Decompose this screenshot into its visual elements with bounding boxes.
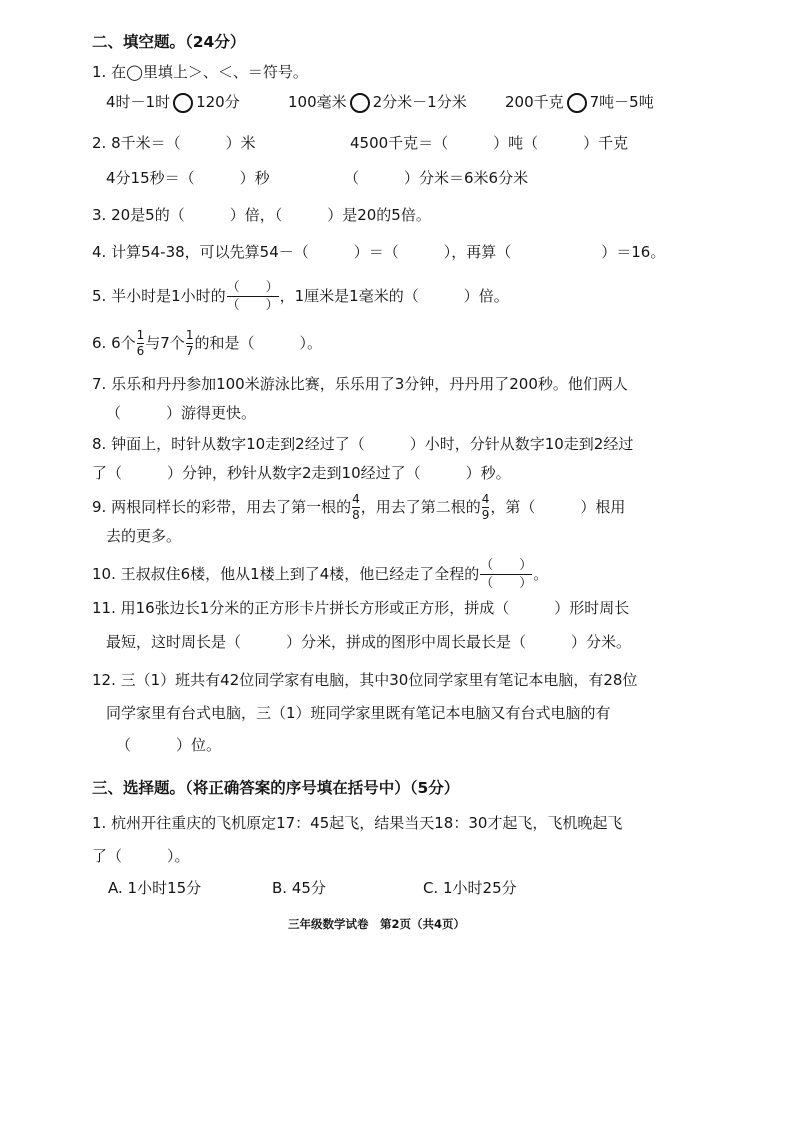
- compare-circle[interactable]: [350, 93, 370, 113]
- q11b: 最短，这时周长是（ ）分米，拼成的图形中周长最长是（ ）分米。: [106, 633, 632, 651]
- compare-circle[interactable]: [173, 93, 193, 113]
- q10-pre: 10. 王叔叔住6楼，他从1楼上到了4楼，他已经走了全程的: [92, 565, 480, 583]
- q9-pre: 9. 两根同样长的彩带，用去了第一根的: [92, 498, 352, 516]
- q9-f2-num: 4: [481, 492, 490, 506]
- q10-post: 。: [533, 565, 549, 583]
- q6-f1-den: 6: [136, 344, 145, 358]
- q7a: 7. 乐乐和丹丹参加100米游泳比赛，乐乐用了3分钟，丹丹用了200秒。他们两人: [92, 375, 628, 393]
- q1-c: [505, 92, 654, 113]
- q5-fraction-num[interactable]: （ ）: [226, 280, 279, 295]
- q9-post: ，第（ ）根用: [490, 498, 626, 516]
- s3-q1a: 1. 杭州开往重庆的飞机原定17：45起飞，结果当天18：30才起飞，飞机晚起飞: [92, 814, 623, 832]
- q2b: 4500千克＝（ ）吨（ ）千克: [350, 134, 629, 152]
- q1-stem: 1. 在◯里填上＞、＜、＝符号。: [92, 63, 308, 81]
- q10-fraction-num[interactable]: （ ）: [480, 558, 533, 573]
- q2c: 4分15秒＝（ ）秒: [106, 169, 270, 187]
- q1-c-left: 200千克: [505, 93, 564, 111]
- q2d: （ ）分米＝6米6分米: [344, 169, 529, 187]
- q6-fraction-1: [137, 329, 145, 358]
- q7b: （ ）游得更快。: [106, 404, 257, 422]
- section3-title: 三、选择题。（将正确答案的序号填在括号中）（5分）: [92, 779, 460, 797]
- q9-fraction-1: [352, 493, 360, 522]
- q10-fraction-den[interactable]: （ ）: [480, 576, 533, 591]
- q6-f2-den: 7: [185, 344, 194, 358]
- q1-comparisons: [106, 92, 240, 113]
- option-a[interactable]: A. 1小时15分: [108, 879, 202, 897]
- q12b: 同学家里有台式电脑，三（1）班同学家里既有笔记本电脑又有台式电脑的有: [106, 704, 611, 722]
- q8b: 了（ ）分钟，秒针从数字2走到10经过了（ ）秒。: [92, 464, 511, 482]
- q9-f2-den: 9: [481, 508, 490, 522]
- q1-a-left: 4时－1时: [106, 93, 171, 111]
- q6: [92, 329, 322, 358]
- q6-pre: 6. 6个: [92, 334, 136, 352]
- s3-q1b: 了（ ）。: [92, 847, 190, 865]
- q1-b: [288, 92, 467, 113]
- q1-b-left: 100毫米: [288, 93, 347, 111]
- q9b: 去的更多。: [106, 527, 182, 545]
- q5: [92, 280, 509, 313]
- q5-fraction-den[interactable]: （ ）: [226, 298, 279, 313]
- q6-f1-num: 1: [136, 328, 145, 342]
- q2a: 2. 8千米＝（ ）米: [92, 134, 256, 152]
- q4: 4. 计算54-38，可以先算54－（ ）＝（ ），再算（ ）＝16。: [92, 243, 666, 261]
- q1-a-right: 120分: [196, 93, 240, 111]
- q9-f1-den: 8: [352, 508, 360, 522]
- page-footer: 三年级数学试卷 第2页（共4页）: [288, 917, 466, 931]
- q10-fraction: [480, 558, 532, 591]
- option-b[interactable]: B. 45分: [272, 879, 326, 897]
- q11a: 11. 用16张边长1分米的正方形卡片拼长方形或正方形，拼成（ ）形时周长: [92, 599, 630, 617]
- q10: [92, 558, 548, 591]
- q6-f2-num: 1: [185, 328, 194, 342]
- q1-c-right: 7吨－5吨: [589, 93, 654, 111]
- q5-pre: 5. 半小时是1小时的: [92, 287, 226, 305]
- q9-fraction-2: [482, 493, 490, 522]
- compare-circle[interactable]: [567, 93, 587, 113]
- q1-b-right: 2分米－1分米: [372, 93, 467, 111]
- section2-title: 二、填空题。（24分）: [92, 33, 246, 51]
- q6-fraction-2: [186, 329, 194, 358]
- q8a: 8. 钟面上，时针从数字10走到2经过了（ ）小时，分针从数字10走到2经过: [92, 435, 634, 453]
- q9: [92, 493, 625, 522]
- q12c: （ ）位。: [116, 736, 222, 754]
- option-c[interactable]: C. 1小时25分: [423, 879, 517, 897]
- q9-mid: ，用去了第二根的: [360, 498, 481, 516]
- q3: 3. 20是5的（ ）倍，（ ）是20的5倍。: [92, 206, 431, 224]
- q6-mid: 与7个: [145, 334, 185, 352]
- q6-post: 的和是（ ）。: [194, 334, 322, 352]
- q12a: 12. 三（1）班共有42位同学家有电脑，其中30位同学家里有笔记本电脑，有28位: [92, 671, 638, 689]
- q9-f1-num: 4: [352, 492, 360, 506]
- q5-post: ，1厘米是1毫米的（ ）倍。: [279, 287, 509, 305]
- q5-fraction: [227, 280, 279, 313]
